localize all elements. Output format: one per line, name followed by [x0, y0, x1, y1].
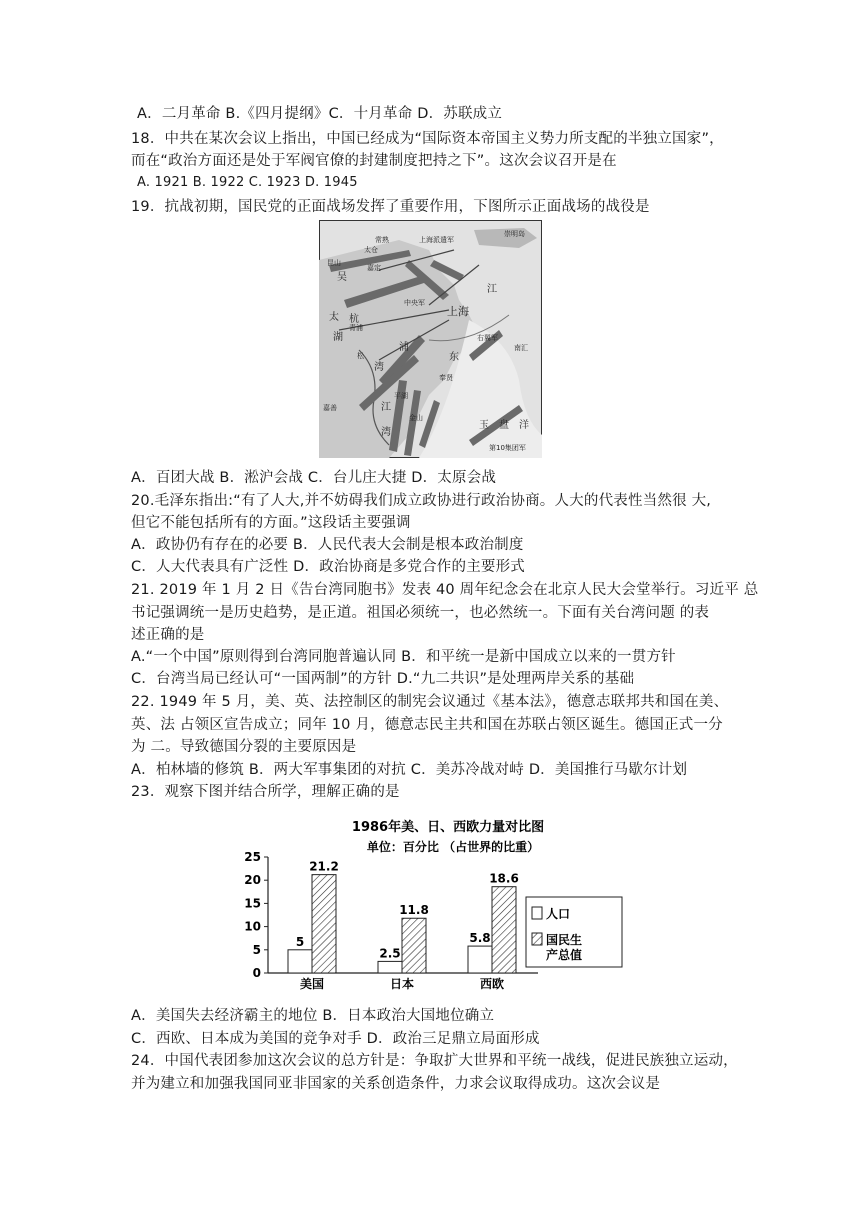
bar-chart [238, 815, 638, 1000]
data-label: 18.6 [489, 871, 519, 886]
map-label: 太 [329, 312, 339, 323]
q24-stem-line1: 24．中国代表团参加这次会议的总方针是：争取扩大世界和平统一战线，促进民族独立运动， [131, 1053, 738, 1069]
map-label: 湖 [333, 332, 343, 343]
map-label: 昆山 [327, 259, 341, 267]
map-label: 青浦 [349, 324, 363, 332]
legend-swatch-population [532, 907, 542, 919]
q18-stem-line1: 18．中共在某次会议上指出，中国已经成为“国际资本帝国主义势力所支配的半独立国家”， [131, 131, 724, 147]
x-tick-label: 西欧 [479, 977, 505, 991]
bar-gnp [402, 918, 426, 973]
data-label: 5 [295, 934, 305, 949]
q23-stem: 23．观察下图并结合所学，理解正确的是 [131, 784, 400, 800]
map-label: 江 [381, 402, 391, 413]
q24-stem-line2: 并为建立和加强我国同亚非国家的关系创造条件，力求会议取得成功。这次会议是 [131, 1076, 661, 1092]
map-label: 中央军 [404, 299, 425, 307]
map-label: 湾 [381, 427, 391, 438]
map-label: 吴 [337, 272, 347, 283]
map-label: 洋 [519, 420, 529, 431]
map-label: 江 [487, 284, 497, 295]
y-tick-label: 15 [244, 896, 261, 911]
q23-options-ab: A．美国失去经济霸主的地位 B．日本政治大国地位确立 [131, 1008, 495, 1024]
legend-swatch-gnp [532, 933, 542, 945]
q22-options: A．柏林墙的修筑 B．两大军事集团的对抗 C．美苏冷战对峙 D．美国推行马歇尔计划 [131, 762, 688, 778]
bar-population [468, 946, 492, 973]
x-tick-label: 日本 [389, 977, 415, 991]
map-label: 嘉善 [323, 404, 337, 412]
q21-options-ab: A.“一个中国”原则得到台湾同胞普遍认同 B．和平统一是新中国成立以来的一贯方针 [131, 649, 676, 665]
legend-label: 国民生 [546, 933, 583, 947]
map-label: 盘 [499, 420, 509, 431]
map-label: 玉 [479, 420, 489, 431]
map-label: 右翼军 [477, 334, 498, 342]
q21-options-cd: C．台湾当局已经认可“一国两制”的方针 D.“九二共识”是处理两岸关系的基础 [131, 671, 635, 687]
q19-stem: 19．抗战初期，国民党的正面战场发挥了重要作用，下图所示正面战场的战役是 [131, 199, 650, 215]
y-tick-label: 25 [244, 850, 261, 864]
y-tick-label: 0 [252, 966, 261, 980]
bar-population [378, 961, 402, 973]
y-tick-label: 5 [252, 942, 261, 957]
map-label: 杭 [349, 314, 359, 325]
map-label: 金山 [409, 414, 423, 422]
q20-options-cd: C．人大代表具有广泛性 D．政治协商是多党合作的主要形式 [131, 559, 525, 575]
legend-label: 产总值 [546, 948, 583, 962]
map-label: 嘉定 [367, 264, 381, 272]
q22-stem-line3: 为 二。导致德国分裂的主要原因是 [131, 739, 357, 755]
map-label: 太仓 [364, 246, 378, 254]
map-label: 崇明岛 [504, 230, 525, 238]
map-label: 平湖 [394, 392, 408, 400]
map-label: 上海 [447, 305, 469, 318]
bar-gnp [492, 887, 516, 973]
y-tick-label: 10 [244, 919, 261, 934]
data-label: 21.2 [309, 859, 339, 874]
q19-options: A．百团大战 B．淞沪会战 C．台儿庄大捷 D．太原会战 [131, 470, 497, 486]
q21-stem-line3: 述正确的是 [131, 627, 205, 643]
q23-options-cd: C．西欧、日本成为美国的竞争对手 D．政治三足鼎立局面形成 [131, 1031, 540, 1047]
map-label: 松 [357, 352, 364, 360]
map-label: 东 [449, 352, 459, 363]
map-label: 奉贤 [439, 374, 453, 382]
map-label: 第10集团军 [489, 444, 526, 452]
bar-population [288, 950, 312, 973]
q18-options: A. 1921 B. 1922 C. 1923 D. 1945 [137, 175, 358, 190]
map-label: 南汇 [514, 344, 528, 352]
data-label: 5.8 [469, 931, 491, 946]
q20-options-ab: A．政协仍有存在的必要 B．人民代表大会制是根本政治制度 [131, 537, 524, 553]
map-label: 上海派遣军 [419, 236, 454, 244]
q22-stem-line1: 22. 1949 年 5 月，美、英、法控制区的制宪会议通过《基本法》，德意志联邦共和国在美、 [131, 694, 729, 710]
q20-stem-line1: 20.毛泽东指出:“有了人大,并不妨碍我们成立政协进行政治协商。人大的代表性当然很 大, [131, 493, 712, 509]
chart-subtitle: 单位：百分比 （占世界的比重） [366, 840, 540, 854]
q21-stem-line1: 21. 2019 年 1 月 2 日《告台湾同胞书》发表 40 周年纪念会在北京人民大会堂举行。习近平 总 [131, 582, 759, 598]
map-label: 浦 [399, 342, 409, 353]
q22-stem-line2: 英、法 占领区宣告成立；同年 10 月，德意志民主共和国在苏联占领区诞生。德国正式一分 [131, 717, 723, 733]
battle-map [319, 220, 542, 458]
data-label: 11.8 [399, 903, 429, 918]
y-tick-label: 20 [244, 873, 261, 888]
map-label: 湾 [374, 362, 384, 373]
chart-title: 1986年美、日、西欧力量对比图 [351, 820, 545, 835]
q21-stem-line2: 书记强调统一是历史趋势，是正道。祖国必须统一，也必然统一。下面有关台湾问题 的表 [131, 605, 710, 621]
map-label: 常熟 [375, 236, 389, 244]
data-label: 2.5 [379, 946, 401, 961]
q17-options: A．二月革命 B.《四月提纲》C．十月革命 D．苏联成立 [137, 106, 503, 122]
x-tick-label: 美国 [299, 977, 325, 991]
legend-label: 人口 [546, 907, 571, 921]
q18-stem-line2: 而在“政治方面还是处于军阀官僚的封建制度把持之下”。这次会议召开是在 [131, 153, 617, 169]
bar-gnp [312, 875, 336, 973]
q20-stem-line2: 但它不能包括所有的方面。”这段话主要强调 [131, 515, 411, 531]
